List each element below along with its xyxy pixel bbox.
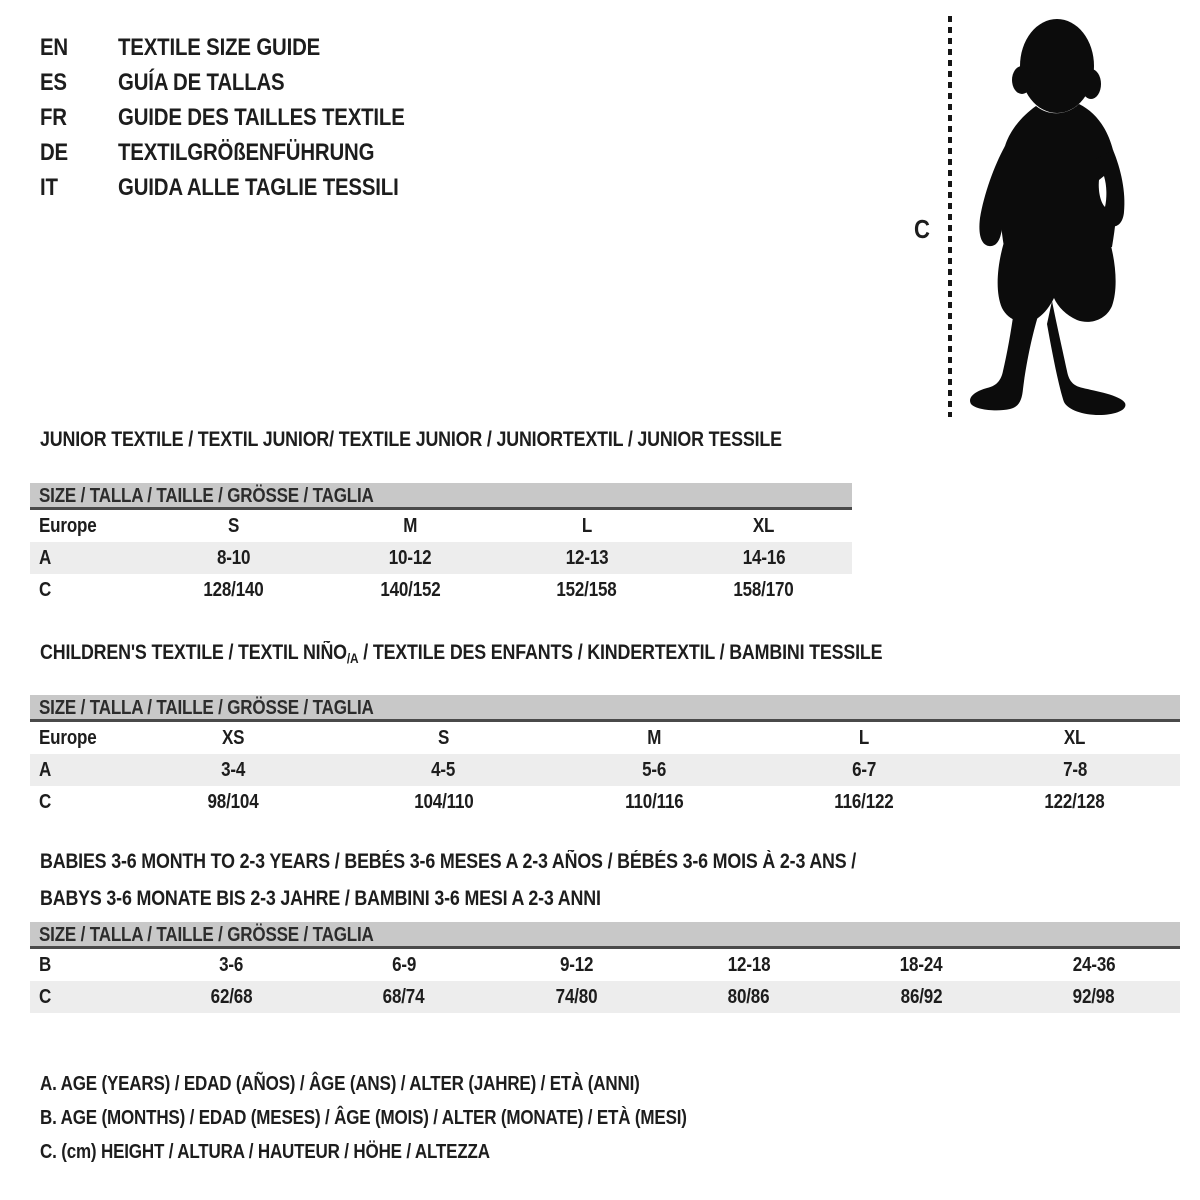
row-label: Europe	[39, 726, 97, 749]
section-babies-textile	[30, 849, 1180, 1013]
size-cell: M	[403, 514, 418, 537]
size-cell: 18-24	[899, 953, 943, 976]
size-header-bar: SIZE / TALLA / TAILLE / GRÖSSE / TAGLIA	[30, 922, 1180, 949]
size-cell: 4-5	[431, 758, 456, 781]
legend-line-b: B. AGE (MONTHS) / EDAD (MESES) / ÂGE (MOIS) / ALTER (MONATE) / ETÀ (MESI)	[40, 1107, 687, 1129]
size-cell: 7-8	[1062, 758, 1087, 781]
size-cell: L	[859, 726, 870, 749]
size-cell: 12-18	[727, 953, 771, 976]
legend-line-c: C. (cm) HEIGHT / ALTURA / HAUTEUR / HÖHE / ALTEZZA	[40, 1141, 490, 1163]
row-label: Europe	[39, 514, 97, 537]
size-cell: 158/170	[733, 578, 794, 601]
row-label: C	[39, 578, 52, 601]
lang-row-en	[40, 30, 455, 65]
size-cell: S	[227, 514, 240, 537]
size-header-bar: SIZE / TALLA / TAILLE / GRÖSSE / TAGLIA	[30, 695, 1180, 722]
size-cell: XL	[1064, 726, 1086, 749]
size-cell: 98/104	[207, 790, 259, 813]
lang-code: ES	[40, 68, 67, 96]
height-measure-label: C	[914, 214, 930, 244]
size-cell: M	[646, 726, 661, 749]
size-cell: 8-10	[216, 546, 251, 569]
size-cell: 110/116	[624, 790, 684, 813]
size-cell: 116/122	[834, 790, 894, 813]
row-label: B	[39, 953, 52, 976]
size-cell: 14-16	[742, 546, 785, 569]
table-row-height	[30, 574, 852, 606]
nino-a-subscript: /A	[346, 650, 359, 666]
size-cell: 86/92	[900, 985, 943, 1008]
section-junior-textile	[30, 428, 852, 606]
row-label: A	[39, 758, 52, 781]
guide-title-en: TEXTILE SIZE GUIDE	[118, 33, 321, 61]
row-label: A	[39, 546, 52, 569]
size-cell: 3-6	[219, 953, 244, 976]
lang-row-es	[40, 65, 455, 100]
guide-title-de: TEXTILGRÖßENFÜHRUNG	[118, 138, 375, 166]
size-cell: 104/110	[413, 790, 474, 813]
section-heading-junior: JUNIOR TEXTILE / TEXTIL JUNIOR/ TEXTILE JUNIOR / JUNIORTEXTIL / JUNIOR TESSILE	[40, 428, 782, 451]
table-row-age	[30, 542, 852, 574]
size-cell: 152/158	[556, 578, 618, 601]
table-row-height	[30, 786, 1180, 818]
section-heading-children: CHILDREN'S TEXTILE / TEXTIL NIÑO/A / TEXTILE DES ENFANTS / KINDERTEXTIL / BAMBINI TESSILE	[40, 641, 883, 666]
size-cell: 10-12	[388, 546, 432, 569]
size-cell: XL	[752, 514, 775, 537]
legend-line-a: A. AGE (YEARS) / EDAD (AÑOS) / ÂGE (ANS) / ALTER (JAHRE) / ETÀ (ANNI)	[40, 1073, 640, 1095]
size-cell: 6-7	[852, 758, 877, 781]
size-cell: 80/86	[727, 985, 770, 1008]
size-cell: 24-36	[1072, 953, 1116, 976]
language-title-list	[40, 30, 455, 205]
guide-title-it: GUIDA ALLE TAGLIE TESSILI	[118, 173, 399, 201]
toddler-silhouette	[952, 14, 1136, 420]
lang-code: DE	[40, 138, 69, 166]
table-row-age	[30, 754, 1180, 786]
size-cell: 12-13	[565, 546, 609, 569]
size-cell: 62/68	[210, 985, 253, 1008]
table-row-europe	[30, 510, 852, 542]
lang-row-it	[40, 170, 455, 205]
size-cell: 5-6	[641, 758, 666, 781]
size-cell: S	[437, 726, 450, 749]
row-label: C	[39, 790, 52, 813]
size-cell: 6-9	[391, 953, 416, 976]
size-cell: 74/80	[555, 985, 598, 1008]
measurement-legend	[40, 1071, 801, 1173]
lang-row-de	[40, 135, 455, 170]
row-label: C	[39, 985, 52, 1008]
size-cell: L	[581, 514, 593, 537]
lang-row-fr	[40, 100, 455, 135]
section-heading-babies: BABIES 3-6 MONTH TO 2-3 YEARS / BEBÉS 3-6 MESES A 2-3 AÑOS / BÉBÉS 3-6 MOIS À 2-3 ANS / BABYS 3-6 MONATE BIS 2-3 JAHRE / BAMBINI 3-6 MESI A 2-3 ANNI	[40, 850, 857, 910]
lang-code: FR	[40, 103, 67, 131]
size-cell: 122/128	[1044, 790, 1105, 813]
size-cell: 9-12	[559, 953, 593, 976]
size-cell: XS	[221, 726, 245, 749]
size-cell: 92/98	[1072, 985, 1115, 1008]
size-cell: 140/152	[380, 578, 441, 601]
guide-title-es: GUÍA DE TALLAS	[118, 68, 285, 96]
table-row-europe	[30, 722, 1180, 754]
guide-title-fr: GUIDE DES TAILLES TEXTILE	[118, 103, 405, 131]
size-cell: 128/140	[203, 578, 264, 601]
size-header-bar: SIZE / TALLA / TAILLE / GRÖSSE / TAGLIA	[30, 483, 852, 510]
table-row-months	[30, 949, 1180, 981]
table-row-height	[30, 981, 1180, 1013]
section-children-textile	[30, 641, 1180, 818]
size-cell: 68/74	[382, 985, 425, 1008]
size-cell: 3-4	[220, 758, 246, 781]
lang-code: EN	[40, 33, 69, 61]
lang-code: IT	[40, 173, 58, 201]
